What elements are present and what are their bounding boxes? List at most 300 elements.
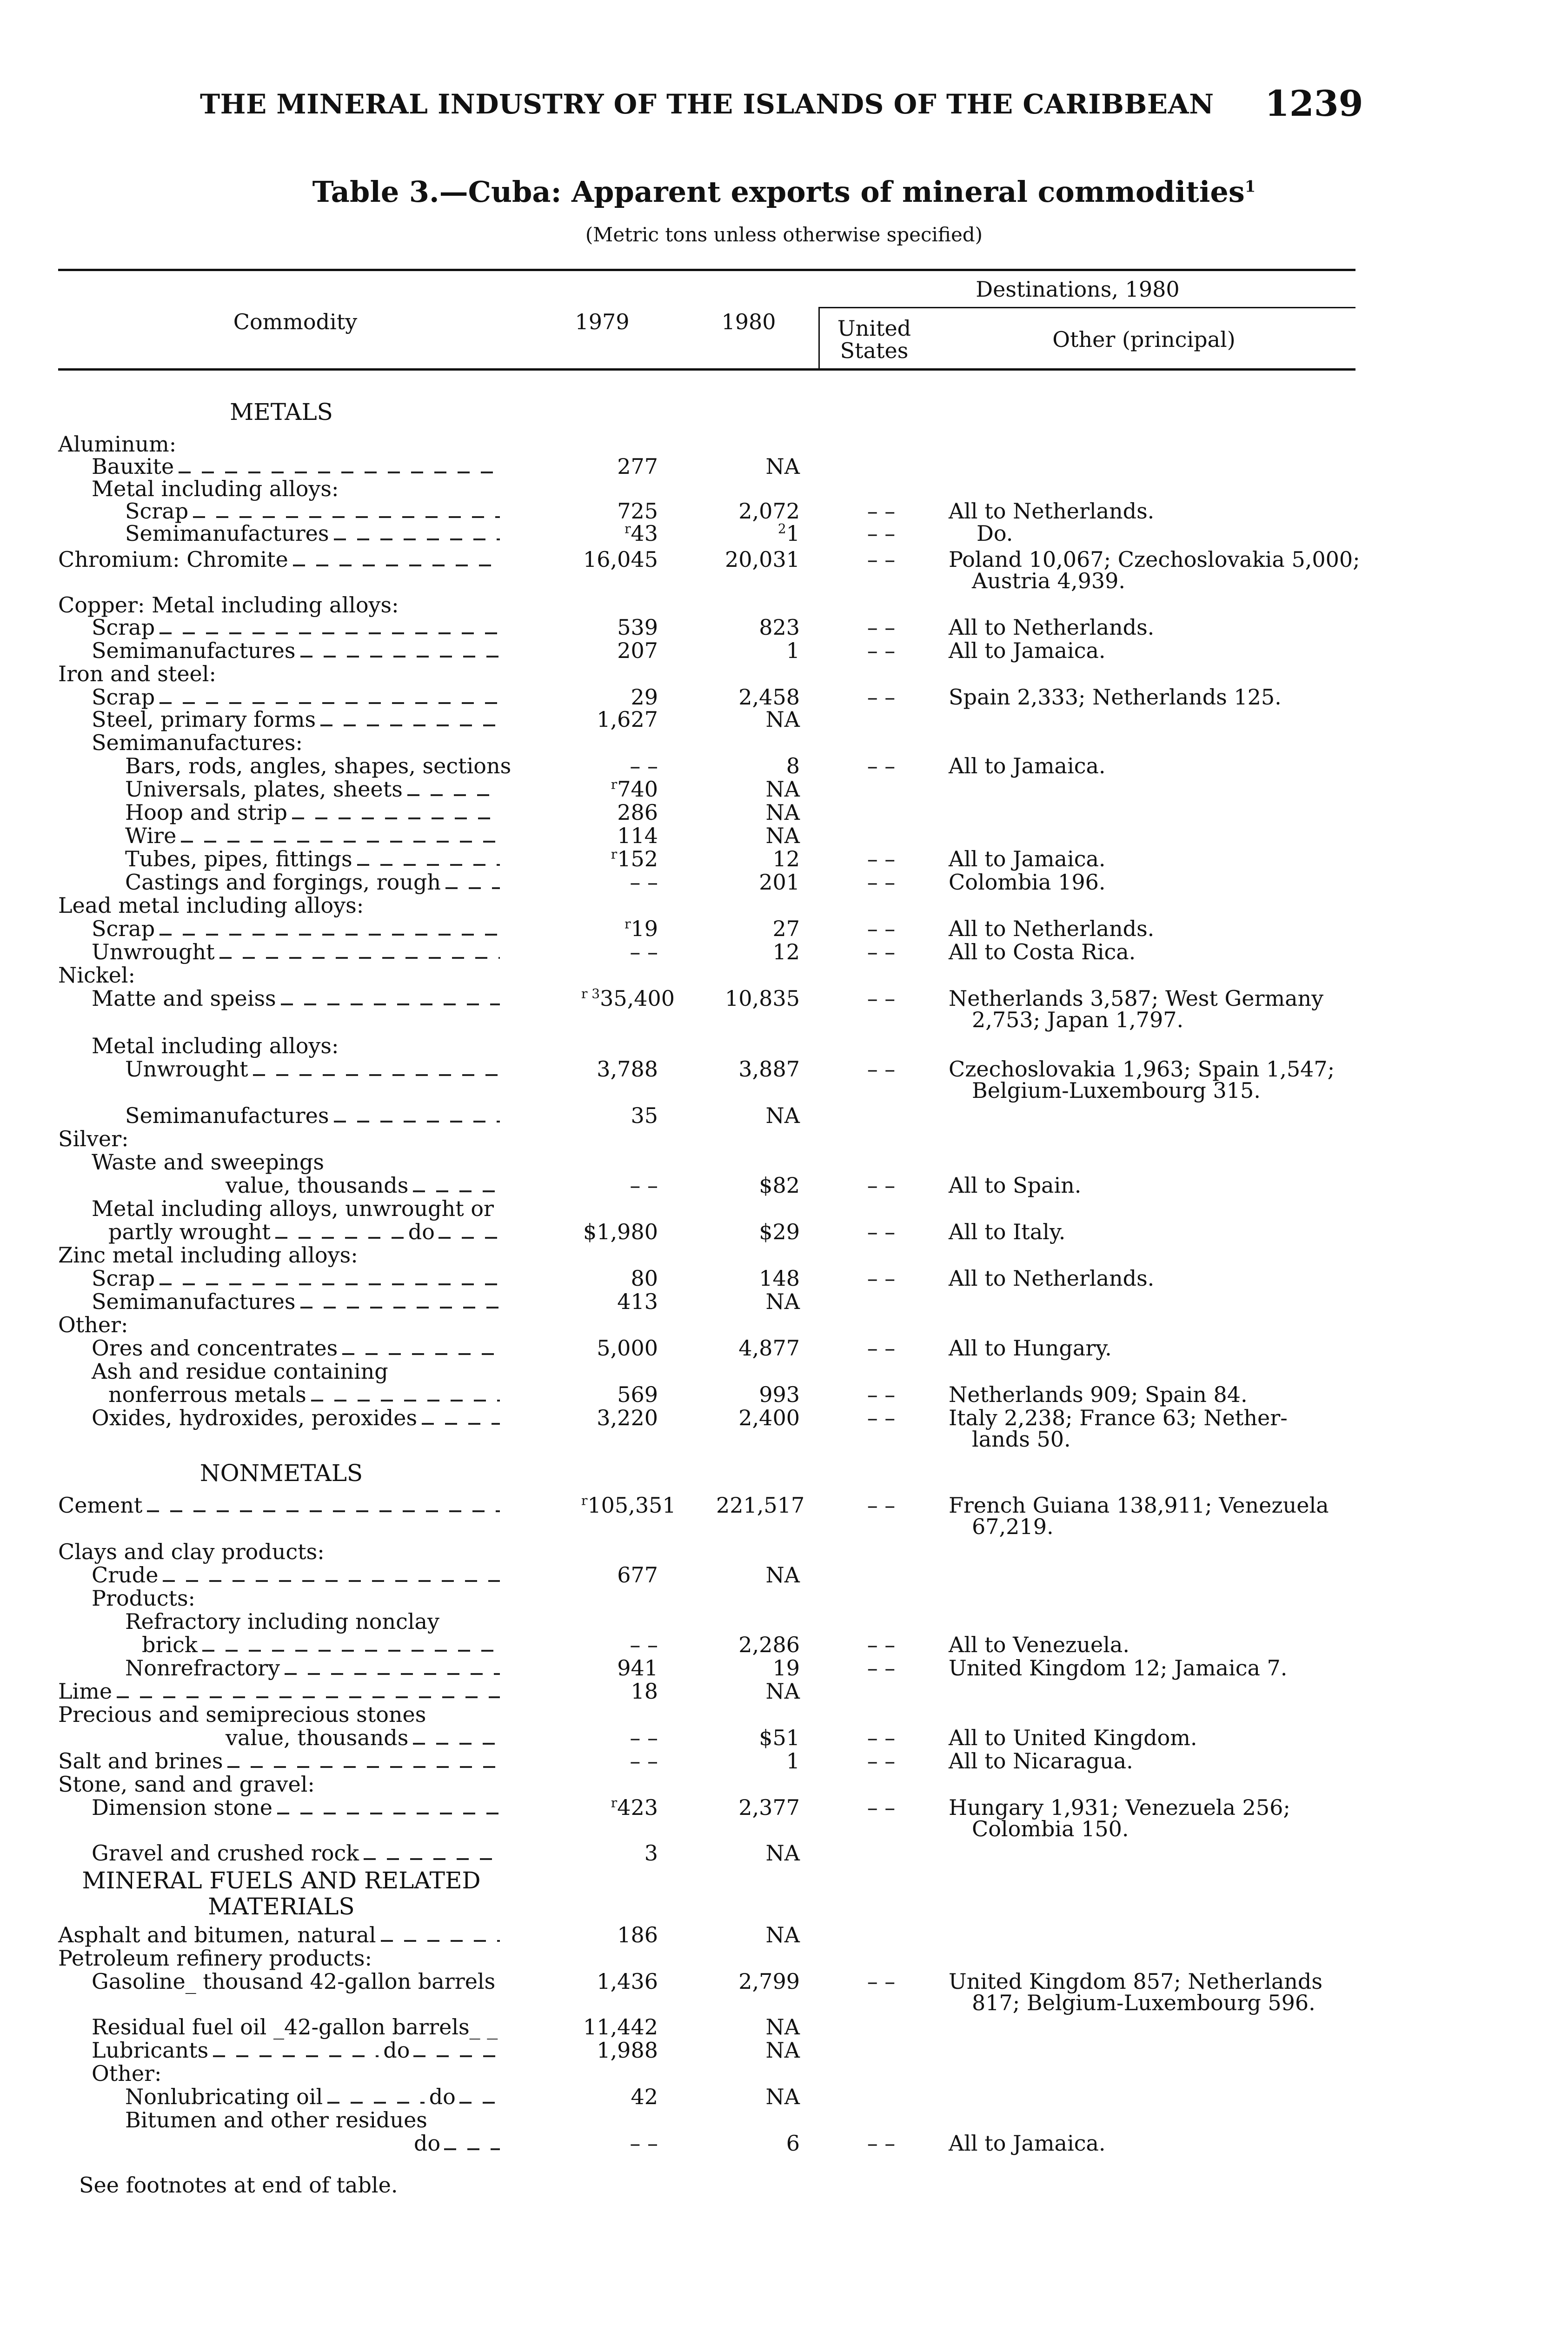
commodity-label: Semimanufactures bbox=[92, 1289, 296, 1314]
value-1979-number: 1,988 bbox=[597, 2038, 658, 2063]
commodity-label: Products: bbox=[92, 1586, 196, 1611]
value-1980-number: 1 bbox=[786, 638, 800, 663]
value-1980-number: $82 bbox=[759, 1173, 800, 1198]
value-1980 bbox=[716, 1680, 800, 1703]
value-1979-number: 19 bbox=[631, 916, 658, 941]
other-destinations: All to Nicaragua. bbox=[949, 1748, 1133, 1774]
value-1980 bbox=[716, 1057, 800, 1081]
value-1979 bbox=[581, 1841, 658, 1865]
other-destinations: All to United Kingdom. bbox=[949, 1725, 1197, 1750]
value-1980 bbox=[716, 1174, 800, 1197]
table-row bbox=[0, 1336, 1568, 1360]
commodity-label: Residual fuel oil _42-gallon barrels_ _ bbox=[92, 2014, 498, 2039]
dot-leader bbox=[147, 1510, 500, 1512]
other-destinations-continued: 817; Belgium-Luxembourg 596. bbox=[972, 1990, 1316, 2015]
dot-leader bbox=[407, 794, 500, 796]
commodity-label: nonferrous metals bbox=[108, 1382, 306, 1407]
value-1979-number: 1,627 bbox=[597, 707, 658, 732]
value-1980-number: 19 bbox=[772, 1655, 800, 1681]
section-nonmetals-label: NONMETALS bbox=[199, 1460, 363, 1487]
table-row bbox=[0, 1150, 1568, 1174]
table-row bbox=[0, 1220, 1568, 1243]
value-1979 bbox=[581, 1726, 658, 1749]
commodity-label: Iron and steel: bbox=[58, 661, 216, 686]
value-1979 bbox=[581, 1796, 658, 1819]
other-destinations: All to Venezuela. bbox=[949, 1632, 1129, 1657]
dot-leader bbox=[444, 2148, 500, 2150]
table-row bbox=[0, 1773, 1568, 1796]
commodity-label: Precious and semiprecious stones bbox=[58, 1702, 426, 1727]
other-destinations: All to Jamaica. bbox=[949, 2131, 1106, 2156]
value-1980-number: NA bbox=[765, 2014, 800, 2039]
table-row bbox=[0, 2085, 1568, 2108]
table-row bbox=[0, 499, 1568, 523]
value-1980-number: 12 bbox=[772, 846, 800, 871]
value-1980 bbox=[716, 522, 800, 545]
value-1980 bbox=[716, 1796, 800, 1819]
value-1980-number: 201 bbox=[759, 870, 800, 895]
dot-leader bbox=[422, 1423, 500, 1425]
commodity-label: Scrap bbox=[92, 1266, 155, 1291]
dot-leader bbox=[293, 565, 500, 566]
title-footnote-mark: 1 bbox=[1244, 177, 1256, 196]
table-row bbox=[0, 547, 1568, 593]
dot-leader bbox=[381, 1940, 500, 1942]
value-1980 bbox=[716, 708, 800, 731]
commodity-label: Nonlubricating oil bbox=[125, 2084, 323, 2109]
value-1979-number: 35,400 bbox=[600, 986, 675, 1011]
united-states-value: – – bbox=[867, 498, 896, 524]
ditto-label: do bbox=[414, 2131, 441, 2156]
value-1979 bbox=[581, 1104, 658, 1127]
value-1979 bbox=[581, 522, 658, 545]
other-destinations: All to Spain. bbox=[949, 1173, 1082, 1198]
commodity-label: Semimanufactures bbox=[125, 521, 329, 546]
united-states-value: – – bbox=[867, 1219, 896, 1244]
value-1979 bbox=[581, 455, 658, 478]
value-1980-number: 221,517 bbox=[716, 1493, 805, 1518]
value-1979-number: 941 bbox=[617, 1655, 658, 1681]
value-1979-number: 286 bbox=[617, 800, 658, 825]
value-1980 bbox=[716, 754, 800, 777]
value-1979-number: 207 bbox=[617, 638, 658, 663]
dot-leader bbox=[413, 1743, 500, 1745]
table-row bbox=[0, 1969, 1568, 2015]
destinations-rule bbox=[818, 307, 1355, 308]
value-1979-number: – – bbox=[630, 1632, 658, 1657]
value-1980-number: NA bbox=[765, 1562, 800, 1588]
value-1979 bbox=[581, 824, 658, 847]
dot-leader bbox=[285, 1673, 500, 1675]
table-row bbox=[0, 1405, 1568, 1452]
section-fuels-label-line2: MATERIALS bbox=[208, 1893, 355, 1920]
table-row bbox=[0, 685, 1568, 709]
commodity-label: Other: bbox=[92, 2061, 162, 2086]
table-row bbox=[0, 1680, 1568, 1703]
other-destinations: Hungary 1,931; Venezuela 256; bbox=[949, 1795, 1290, 1820]
commodity-label: Aluminum: bbox=[58, 432, 177, 457]
value-1979-number: 29 bbox=[631, 684, 658, 710]
commodity-label: Gasoline bbox=[92, 1969, 186, 1994]
dot-leader bbox=[327, 2102, 424, 2104]
other-destinations: All to Jamaica. bbox=[949, 638, 1106, 663]
table-row bbox=[0, 1563, 1568, 1587]
united-states-value: – – bbox=[867, 1632, 896, 1657]
commodity-label: Scrap bbox=[125, 498, 189, 524]
dot-leader bbox=[253, 1074, 500, 1076]
united-states-value: – – bbox=[867, 547, 896, 572]
united-states-value: – – bbox=[867, 1655, 896, 1681]
united-states-header-line1: United bbox=[837, 316, 911, 341]
table-row bbox=[0, 1656, 1568, 1680]
dot-leader bbox=[159, 632, 500, 634]
value-1979 bbox=[581, 1680, 658, 1703]
table-row bbox=[0, 1540, 1568, 1563]
united-states-value: – – bbox=[867, 1795, 896, 1820]
running-title: THE MINERAL INDUSTRY OF THE ISLANDS OF THE CARIBBEAN bbox=[200, 88, 1214, 120]
other-destinations-continued: Colombia 150. bbox=[972, 1816, 1129, 1841]
dot-leader bbox=[300, 656, 500, 658]
table-row bbox=[0, 1923, 1568, 1946]
value-1980 bbox=[716, 499, 800, 523]
other-destinations: All to Jamaica. bbox=[949, 753, 1106, 778]
united-states-value: – – bbox=[867, 1173, 896, 1198]
other-destinations: All to Hungary. bbox=[949, 1335, 1112, 1361]
value-1980 bbox=[716, 1383, 800, 1406]
united-states-value: – – bbox=[867, 615, 896, 640]
commodity-label: partly wrought bbox=[108, 1219, 271, 1244]
value-1979 bbox=[581, 1493, 676, 1518]
footnote-mark: 2 bbox=[777, 521, 786, 537]
dot-leader bbox=[445, 887, 500, 889]
dot-leader bbox=[202, 1650, 500, 1652]
year-1980-header: 1980 bbox=[721, 309, 776, 334]
value-1979 bbox=[581, 1563, 658, 1587]
value-1979-number: 277 bbox=[617, 454, 658, 479]
commodity-label: Scrap bbox=[92, 615, 155, 640]
value-1980-number: NA bbox=[765, 1922, 800, 1947]
value-1979 bbox=[581, 1406, 658, 1429]
table-row bbox=[0, 986, 1568, 1032]
commodity-label: Cement bbox=[58, 1493, 143, 1518]
table-row bbox=[0, 2132, 1568, 2155]
commodity-label: Semimanufactures bbox=[92, 638, 296, 663]
value-1980-number: 2,458 bbox=[738, 684, 800, 710]
commodity-label: Metal including alloys: bbox=[92, 1033, 339, 1058]
value-1979 bbox=[581, 1220, 658, 1243]
table-row bbox=[0, 432, 1568, 456]
value-1980-number: NA bbox=[765, 707, 800, 732]
value-1980-number: 12 bbox=[772, 939, 800, 964]
commodity-label: Lime bbox=[58, 1679, 113, 1704]
other-destinations-continued: lands 50. bbox=[972, 1427, 1071, 1452]
revision-mark: r bbox=[625, 521, 631, 537]
commodity-label: Zinc metal including alloys: bbox=[58, 1242, 358, 1268]
value-1980-number: NA bbox=[765, 454, 800, 479]
section-fuels-label-line1: MINERAL FUELS AND RELATED bbox=[82, 1867, 481, 1894]
table-row bbox=[0, 593, 1568, 617]
dot-leader bbox=[117, 1696, 500, 1698]
other-destinations: All to Jamaica. bbox=[949, 846, 1106, 871]
value-1979 bbox=[581, 940, 658, 963]
section-fuels bbox=[58, 1867, 505, 1920]
united-states-value: – – bbox=[867, 846, 896, 871]
value-1980 bbox=[716, 777, 800, 801]
value-1980-number: $51 bbox=[759, 1725, 800, 1750]
united-states-value: – – bbox=[867, 521, 896, 546]
united-states-value: – – bbox=[867, 1266, 896, 1291]
commodity-label: Lubricants bbox=[92, 2038, 209, 2063]
value-1980 bbox=[716, 940, 800, 963]
table-row bbox=[0, 455, 1568, 478]
table-row bbox=[0, 1290, 1568, 1313]
other-destinations: Italy 2,238; France 63; Nether- bbox=[949, 1405, 1288, 1430]
value-1980 bbox=[716, 1493, 805, 1518]
value-1979-number: 18 bbox=[631, 1679, 658, 1704]
other-destinations: Poland 10,067; Czechoslovakia 5,000; bbox=[949, 547, 1360, 572]
value-1980-number: 2,072 bbox=[738, 498, 800, 524]
united-states-value: – – bbox=[867, 1748, 896, 1774]
value-1980-number: 10,835 bbox=[725, 986, 800, 1011]
value-1979 bbox=[581, 1970, 658, 1993]
table-row bbox=[0, 1127, 1568, 1150]
table-row bbox=[0, 754, 1568, 777]
table-row bbox=[0, 940, 1568, 963]
united-states-header bbox=[823, 317, 925, 362]
value-1980 bbox=[716, 2039, 800, 2062]
value-1980-number: NA bbox=[765, 1679, 800, 1704]
value-1980 bbox=[716, 870, 800, 894]
value-1980-number: 2,377 bbox=[738, 1795, 800, 1820]
table-row bbox=[0, 708, 1568, 731]
value-1980 bbox=[716, 987, 800, 1010]
value-1980-number: NA bbox=[765, 823, 800, 848]
commodity-label: Bars, rods, angles, shapes, sections bbox=[125, 753, 512, 778]
united-states-value: – – bbox=[867, 684, 896, 710]
value-1980 bbox=[716, 2132, 800, 2155]
value-1980 bbox=[716, 1267, 800, 1290]
united-states-value: – – bbox=[867, 986, 896, 1011]
value-1979-number: 5,000 bbox=[597, 1335, 658, 1361]
value-1980 bbox=[716, 1290, 800, 1313]
value-1980-number: 6 bbox=[786, 2131, 800, 2156]
value-1980-number: 3,887 bbox=[738, 1056, 800, 1082]
value-1979 bbox=[581, 708, 658, 731]
commodity-label: Other: bbox=[58, 1312, 128, 1337]
value-1980-number: 2,400 bbox=[738, 1405, 800, 1430]
commodity-label: Unwrought bbox=[125, 1056, 248, 1082]
value-1979 bbox=[581, 847, 658, 870]
dot-leader bbox=[300, 1307, 500, 1309]
value-1980-number: 2,286 bbox=[738, 1632, 800, 1657]
value-1979-number: – – bbox=[630, 753, 658, 778]
table-row bbox=[0, 1841, 1568, 1865]
value-1979-number: 80 bbox=[631, 1266, 658, 1291]
value-1980 bbox=[716, 2085, 800, 2108]
value-1979-number: 740 bbox=[617, 777, 658, 802]
other-destinations: Netherlands 909; Spain 84. bbox=[949, 1382, 1248, 1407]
dot-leader bbox=[219, 957, 500, 959]
value-1980 bbox=[716, 616, 800, 639]
commodity-label: Oxides, hydroxides, peroxides bbox=[92, 1405, 418, 1430]
table-title-text: Table 3.—Cuba: Apparent exports of mineral commodities bbox=[312, 175, 1245, 209]
value-1979 bbox=[581, 2132, 658, 2155]
value-1979-number: 105,351 bbox=[587, 1493, 676, 1518]
table-row bbox=[0, 1587, 1568, 1610]
commodity-label: Universals, plates, sheets bbox=[125, 777, 403, 802]
commodity-label: Gravel and crushed rock bbox=[92, 1840, 359, 1866]
dot-leader bbox=[179, 472, 500, 473]
united-states-value: – – bbox=[867, 916, 896, 941]
value-1979 bbox=[581, 639, 658, 662]
value-1979-number: 16,045 bbox=[583, 547, 658, 572]
value-1979 bbox=[581, 1290, 658, 1313]
commodity-label: Matte and speiss bbox=[92, 986, 276, 1011]
other-destinations: All to Netherlands. bbox=[949, 498, 1155, 524]
commodity-label: Ores and concentrates bbox=[92, 1335, 338, 1361]
united-states-value: – – bbox=[867, 1969, 896, 1994]
value-1980 bbox=[716, 824, 800, 847]
value-1980-number: 4,877 bbox=[738, 1335, 800, 1361]
value-1979-number: – – bbox=[630, 2131, 658, 2156]
value-1979 bbox=[581, 801, 658, 824]
commodity-label: Ash and residue containing bbox=[92, 1359, 388, 1384]
other-destinations: All to Netherlands. bbox=[949, 1266, 1155, 1291]
year-1979-header: 1979 bbox=[575, 309, 630, 334]
table-row bbox=[0, 2062, 1568, 2085]
value-1979-number: $1,980 bbox=[583, 1219, 658, 1244]
value-1979 bbox=[581, 1633, 658, 1656]
united-states-value: – – bbox=[867, 753, 896, 778]
other-destinations: Spain 2,333; Netherlands 125. bbox=[949, 684, 1282, 710]
value-1979-number: 3,220 bbox=[597, 1405, 658, 1430]
dot-leader bbox=[275, 1237, 404, 1239]
value-1980 bbox=[716, 639, 800, 662]
united-states-header-line2: States bbox=[840, 338, 909, 363]
dot-leader bbox=[459, 2102, 500, 2104]
table-subtitle: (Metric tons unless otherwise specified) bbox=[585, 223, 983, 246]
value-1979-number: – – bbox=[630, 870, 658, 895]
value-1980-number: 8 bbox=[786, 753, 800, 778]
commodity-label: Refractory including nonclay bbox=[125, 1609, 439, 1634]
commodity-header: Commodity bbox=[233, 309, 358, 334]
commodity-label: Metal including alloys: bbox=[92, 476, 339, 501]
value-1980 bbox=[716, 847, 800, 870]
commodity-label: Unwrought bbox=[92, 939, 215, 964]
value-1979-number: 35 bbox=[631, 1103, 658, 1128]
value-1979-number: 725 bbox=[617, 498, 658, 524]
value-1980 bbox=[716, 1406, 800, 1429]
table-row bbox=[0, 477, 1568, 500]
destinations-header: Destinations, 1980 bbox=[976, 277, 1180, 302]
table-row bbox=[0, 2039, 1568, 2062]
dot-leader bbox=[311, 1400, 500, 1402]
commodity-label: Stone, sand and gravel: bbox=[58, 1772, 315, 1797]
commodity-label: Metal including alloys, unwrought or bbox=[92, 1196, 494, 1221]
value-1980-number: 823 bbox=[759, 615, 800, 640]
dot-leader bbox=[159, 934, 500, 936]
value-1979 bbox=[581, 754, 658, 777]
table-row bbox=[0, 801, 1568, 824]
value-1979-number: 677 bbox=[617, 1562, 658, 1588]
value-1980-number: 1 bbox=[786, 521, 800, 546]
value-1980 bbox=[716, 1841, 800, 1865]
other-destinations: Colombia 196. bbox=[949, 870, 1106, 895]
united-states-value: – – bbox=[867, 1405, 896, 1430]
table-row bbox=[0, 917, 1568, 940]
header-bottom-rule bbox=[58, 368, 1355, 371]
value-1980 bbox=[716, 801, 800, 824]
value-1979-number: 42 bbox=[631, 2084, 658, 2109]
value-1979 bbox=[581, 1656, 658, 1680]
value-1979-number: – – bbox=[630, 1725, 658, 1750]
value-1980-number: NA bbox=[765, 800, 800, 825]
table-row bbox=[0, 1493, 1568, 1539]
commodity-label: Hoop and strip bbox=[125, 800, 287, 825]
value-1979-number: 423 bbox=[617, 1795, 658, 1820]
united-states-value: – – bbox=[867, 2131, 896, 2156]
united-states-value: – – bbox=[867, 939, 896, 964]
table-row bbox=[0, 1360, 1568, 1383]
other-destinations: All to Costa Rica. bbox=[949, 939, 1136, 964]
commodity-label: Wire bbox=[125, 823, 177, 848]
section-nonmetals bbox=[58, 1460, 505, 1486]
commodity-label: Steel, primary forms bbox=[92, 707, 316, 732]
value-1980 bbox=[716, 1633, 800, 1656]
value-1979-number: – – bbox=[630, 1173, 658, 1198]
value-1979 bbox=[581, 1174, 658, 1197]
page-number: 1239 bbox=[1265, 83, 1363, 124]
value-1980 bbox=[716, 1970, 800, 1993]
table-row bbox=[0, 1795, 1568, 1841]
value-1980-number: 993 bbox=[759, 1382, 800, 1407]
value-1980-number: NA bbox=[765, 1840, 800, 1866]
top-rule bbox=[58, 269, 1355, 271]
table-row bbox=[0, 1610, 1568, 1633]
table-row bbox=[0, 963, 1568, 987]
commodity-label: Crude bbox=[92, 1562, 159, 1588]
table-row bbox=[0, 1946, 1568, 1970]
dot-leader bbox=[320, 724, 500, 726]
value-1979 bbox=[581, 1267, 658, 1290]
section-metals bbox=[58, 399, 505, 425]
value-1980 bbox=[716, 1656, 800, 1680]
other-destinations-continued: Austria 4,939. bbox=[972, 568, 1125, 593]
value-1979-number: – – bbox=[630, 939, 658, 964]
dot-leader bbox=[364, 1858, 500, 1860]
commodity-label: Petroleum refinery products: bbox=[58, 1946, 372, 1971]
commodity-label: Asphalt and bitumen, natural bbox=[58, 1922, 376, 1947]
value-1979 bbox=[581, 870, 658, 894]
dot-leader bbox=[342, 1353, 500, 1355]
commodity-label: Bitumen and other residues bbox=[125, 2107, 427, 2132]
value-1980-number: 148 bbox=[759, 1266, 800, 1291]
value-1979 bbox=[581, 685, 658, 709]
value-1979 bbox=[581, 616, 658, 639]
other-destinations: United Kingdom 12; Jamaica 7. bbox=[949, 1655, 1288, 1681]
value-1979 bbox=[581, 1057, 658, 1081]
united-states-value: – – bbox=[867, 1725, 896, 1750]
value-1980-number: NA bbox=[765, 1103, 800, 1128]
dot-leader bbox=[334, 538, 500, 540]
value-1980 bbox=[716, 1336, 800, 1360]
united-states-value: – – bbox=[867, 1493, 896, 1518]
revision-mark: r bbox=[581, 1493, 588, 1508]
value-1979-number: 152 bbox=[617, 846, 658, 871]
table-row bbox=[0, 639, 1568, 662]
table-row bbox=[0, 2108, 1568, 2132]
value-1980 bbox=[716, 455, 800, 478]
